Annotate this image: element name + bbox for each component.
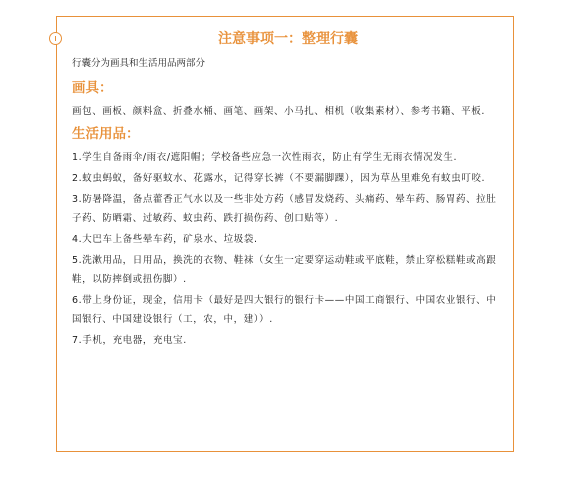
corner-circle-icon [49,32,62,45]
notice-content [72,28,504,352]
section-heading-daily-items: 生活用品： [72,126,140,142]
list-item: 3.防暑降温，备点藿香正气水以及一些非处方药（感冒发烧药、头痛药、晕车药、肠胃药、拉肚子药、防晒霜、过敏药、蚊虫药、跌打损伤药、创口贴等）. [72,194,497,224]
list-item: 6.带上身份证，现金，信用卡（最好是四大银行的银行卡——中国工商银行、中国农业银行、中国银行、中国建设银行（工，农，中，建））. [72,295,497,325]
list-item: 7.手机，充电器，充电宝. [72,335,187,346]
page-title: 注意事项一：整理行囊 [218,31,358,47]
drawing-tools-text: 画包、画板、颜料盒、折叠水桶、画笔、画架、小马扎、相机（收集素材）、参考书籍、平板. [72,106,485,117]
list-item: 5.洗漱用品，日用品，换洗的衣物、鞋袜（女生一定要穿运动鞋或平底鞋，禁止穿松糕鞋或高跟鞋，以防摔倒或扭伤脚）. [72,255,497,285]
list-item: 4.大巴车上备些晕车药，矿泉水、垃圾袋. [72,234,258,245]
section-heading-drawing-tools: 画具： [72,80,113,96]
daily-items-list [72,148,504,350]
list-item: 2.蚊虫蚂蚁，备好驱蚊水、花露水，记得穿长裤（不要漏脚踝），因为草丛里难免有蚊虫叮咬. [72,173,486,184]
intro-text: 行囊分为画具和生活用品两部分 [72,58,206,69]
list-item: 1.学生自备雨伞/雨衣/遮阳帽；学校备些应急一次性雨衣，防止有学生无雨衣情况发生. [72,152,458,163]
